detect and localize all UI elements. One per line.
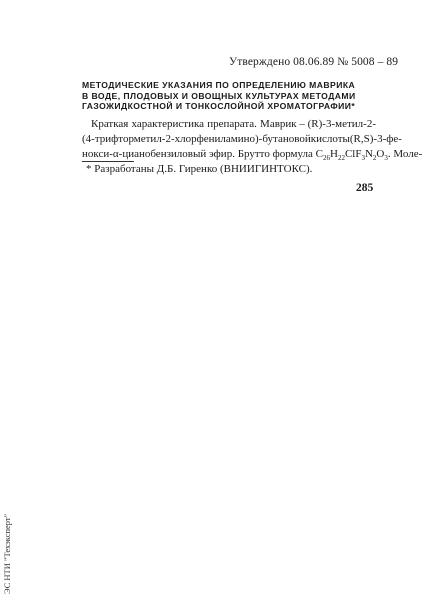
formula-text: нокси-α-цианобензиловый эфир. Брутто формула $C_{26}H_{22}ClF_3N_2O_3$. Моле- — [82, 148, 423, 163]
approval-line: Утверждено 08.06.89 № 5008 – 89 — [229, 56, 399, 68]
title-line-1: МЕТОДИЧЕСКИЕ УКАЗАНИЯ ПО ОПРЕДЕЛЕНИЮ МАВРИКА — [82, 80, 356, 90]
word: (R,S)-3-фе- — [349, 133, 402, 145]
word: Краткая — [91, 118, 129, 130]
word: кислоты — [310, 133, 350, 145]
footnote: * Разработаны Д.Б. Гиренко (ВНИИГИНТОКС). — [86, 163, 313, 175]
body-line-2 — [82, 132, 402, 147]
margin-watermark: ЭС НТИ "Техэксперт" — [2, 513, 12, 594]
title-line-2: В ВОДЕ, ПЛОДОВЫХ И ОВОЩНЫХ КУЛЬТУРАХ МЕТОДАМИ — [82, 90, 356, 101]
word: Маврик – (R)-3-метил-2- — [260, 118, 376, 130]
document-title — [82, 80, 382, 112]
footnote-divider — [82, 161, 134, 162]
word: характеристика — [131, 118, 205, 130]
page-number: 285 — [356, 182, 374, 194]
word: препарата. — [207, 118, 257, 130]
title-line-3: ГАЗОЖИДКОСТНОЙ И ТОНКОСЛОЙНОЙ ХРОМАТОГРАФИИ* — [82, 101, 356, 112]
word: (4-трифторметил-2-хлорфениламино)-бутановой — [82, 133, 311, 145]
body-paragraph — [82, 117, 423, 166]
body-line-1 — [82, 117, 376, 132]
